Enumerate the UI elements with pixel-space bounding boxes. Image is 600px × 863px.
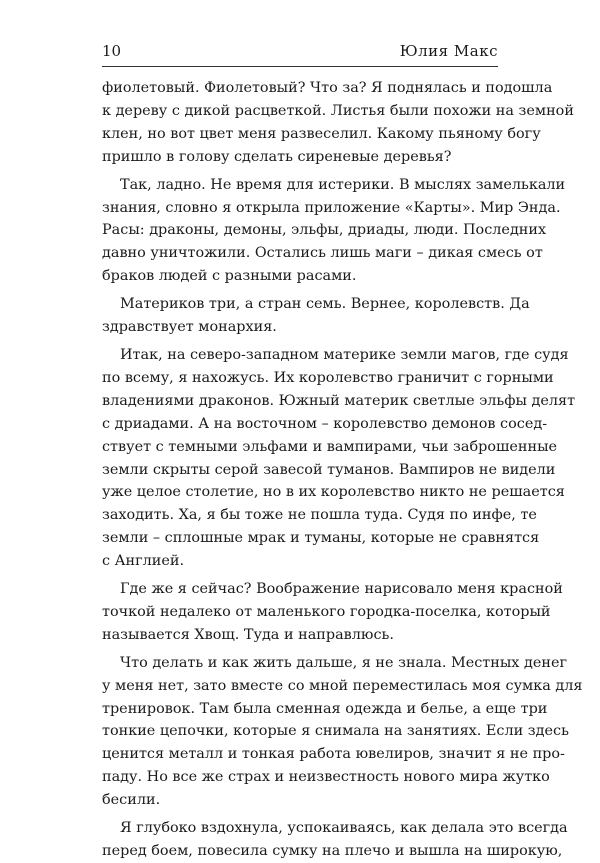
- text-line: паду. Но все же страх и неизвестность нового мира жутко: [102, 769, 550, 786]
- text-line: Где же я сейчас? Воображение нарисовало меня красной: [120, 581, 563, 598]
- text-line: тренировок. Там была сменная одежда и белье, а еще три: [102, 700, 548, 717]
- text-line: бесили.: [102, 792, 161, 809]
- text-line: перед боем, повесила сумку на плечо и вышла на широкую,: [102, 843, 563, 859]
- text-line: точкой недалеко от маленького городка-поселка, который: [102, 603, 551, 620]
- text-line: браков людей с разными расами.: [102, 268, 357, 285]
- text-line: уже целое столетие, но в их королевство никто не решается: [102, 484, 565, 501]
- paragraph-6: [102, 652, 583, 812]
- text-line: Материков три, а стран семь. Вернее, королевств. Да: [120, 296, 530, 313]
- text-line: знания, словно я открыла приложение «Карты». Мир Энда.: [102, 199, 561, 216]
- text-line: с дриадами. А на восточном – королевство демонов сосед-: [102, 415, 548, 432]
- text-line: тонкие цепочки, которые я снимала на занятиях. Если здесь: [102, 723, 569, 740]
- text-line: с Англией.: [102, 553, 185, 570]
- text-line: земли – сплошные мрак и туманы, которые не сравнятся: [102, 530, 540, 547]
- text-line: называется Хвощ. Туда и направлюсь.: [102, 626, 394, 643]
- paragraph-2: [102, 174, 566, 289]
- text-line: клен, но вот цвет меня развеселил. Какому пьяному богу: [102, 125, 541, 142]
- text-line: по всему, я нахожусь. Их королевство граничит с горными: [102, 369, 554, 386]
- text-line: ствует с темными эльфами и вампирами, чьи заброшенные: [102, 438, 558, 455]
- text-line: земли скрыты серой завесой туманов. Вампиров не видели: [102, 461, 556, 478]
- text-line: здравствует монархия.: [102, 319, 277, 336]
- text-line: фиолетовый. Фиолетовый? Что за? Я поднялась и подошла: [102, 80, 553, 96]
- text-line: Что делать и как жить дальше, я не знала. Местных денег: [120, 654, 568, 671]
- page-header: [102, 42, 498, 64]
- text-line: пришло в голову сделать сиреневые деревья?: [102, 148, 452, 165]
- text-line: ценится металл и тонкая работа ювелиров, значит я не про-: [102, 746, 565, 763]
- page-number: 10: [102, 42, 122, 60]
- paragraph-7: [102, 817, 568, 863]
- paragraph-5: [102, 578, 563, 647]
- text-line: заходить. Ха, я бы тоже не пошла туда. Судя по инфе, те: [102, 507, 537, 524]
- running-head-author: Юлия Макс: [399, 42, 498, 60]
- text-line: у меня нет, зато вместе со мной переместилась моя сумка для: [102, 677, 583, 694]
- paragraph-4: [102, 344, 576, 573]
- paragraph-3: [102, 293, 530, 339]
- paragraph-1: [102, 77, 574, 169]
- text-line: Итак, на северо-западном материке земли магов, где судя: [120, 346, 569, 363]
- text-line: к дереву с дикой расцветкой. Листья были похожи на земной: [102, 102, 574, 119]
- text-line: Я глубоко вздохнула, успокаиваясь, как делала это всегда: [120, 820, 568, 837]
- text-line: давно уничтожили. Остались лишь маги – дикая смесь от: [102, 245, 543, 262]
- header-rule: [102, 66, 498, 67]
- text-line: Расы: драконы, демоны, эльфы, дриады, люди. Последних: [102, 222, 547, 239]
- text-line: Так, ладно. Не время для истерики. В мыслях замелькали: [120, 176, 566, 193]
- text-line: владениями драконов. Южный материк светлые эльфы делят: [102, 392, 576, 409]
- body-text: [102, 77, 583, 863]
